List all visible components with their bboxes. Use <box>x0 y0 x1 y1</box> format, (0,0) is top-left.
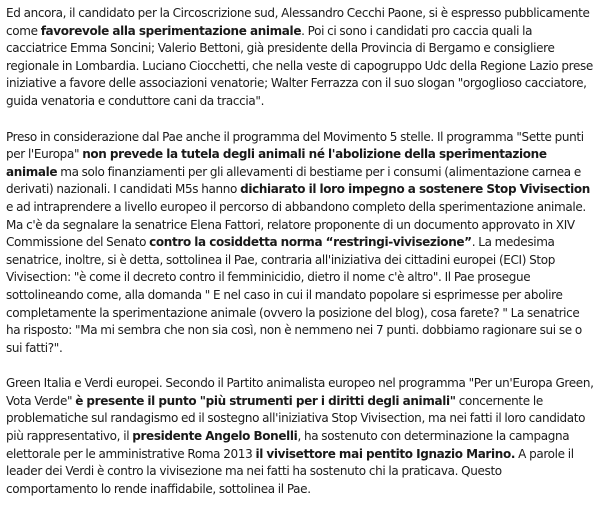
text-segment: Ed ancora, il candidato per la Circoscrizione sud, Alessandro Cecchi Paone, si è espresso pubblicamente come <box>6 6 590 38</box>
text-segment: ma solo finanziamenti per gli allevamenti di bestiame per i consumi (alimentazione carnea e derivati) nazionali. I candidati M5s hanno <box>6 164 581 197</box>
text-segment: concernente le problematiche sul randagismo ed il sostegno all'iniziativa Stop Vivisection, ma nei fatti il loro candidato più rappresentativo, il <box>6 393 586 444</box>
text-segment: . Poi ci sono i candidati pro caccia quali la cacciatrice Emma Soncini; Valerio Bettoni, già presidente della Provincia di Bergamo e consigliere regionale in Lombardia. Luciano Ciocchetti, che nella veste di capogruppo Udc della Regione Lazio prese iniziative a favore delle associazioni venatorie; Walter Ferrazza con il suo slogan "orgoglioso cacciatore, guida venatoria e conduttore cani da traccia". <box>6 23 593 108</box>
bold-text-segment: presidente Angelo Bonelli <box>132 429 298 444</box>
bold-text-segment: contro la cosiddetta norma “restringi-vivisezione” <box>149 235 472 250</box>
bold-text-segment: favorevole alla sperimentazione animale <box>40 23 302 38</box>
paragraph-green-italia <box>6 375 595 498</box>
text-segment: . La medesima senatrice, inoltre, si è detta, sottolinea il Pae, contraria all'iniziativa dei cittadini europei (ECI) Stop Vivisection: "è come il decreto contro il femminicidio, dietro il nome c'è altro". Il Pae prosegue sottolineando come, alla domanda " E nel caso in cui il mandato popolare si esprimesse per abolire completamente la sperimentazione animale (ovvero la posizione del blog), cosa farete? " La senatrice ha risposto: "Ma mi sembra che non sia così, non è nemmeno nei 7 punti. dobbiamo ragionare sui se o sui fatti?". <box>6 235 582 355</box>
text-segment: Preso in considerazione dal Pae anche il programma del Movimento 5 stelle. Il programma "Sette punti per l'Europa" <box>6 129 584 162</box>
text-segment: , ha sostenuto con determinazione la campagna elettorale per le amministrative Roma 2013 <box>6 429 570 461</box>
text-segment: A parole il leader dei Verdi è contro la vivisezione ma nei fatti ha sostenuto chi la praticava. Questo comportamento lo rende inaffidabile, sottolinea il Pae. <box>6 446 574 496</box>
paragraph-movimento-5-stelle <box>6 129 595 358</box>
bold-text-segment: il vivisettore mai pentito Ignazio Marino. <box>255 446 516 461</box>
text-segment: Green Italia e Verdi europei. Secondo il Partito animalista europeo nel programma "Per un'Europa Green, Vota Verde" <box>6 376 594 408</box>
bold-text-segment: è presente il punto "più strumenti per i diritti degli animali" <box>75 393 456 408</box>
bold-text-segment: dichiarato il loro impegno a sostenere Stop Vivisection <box>240 182 590 197</box>
text-segment: e ad intraprendere a livello europeo il percorso di abbandono completo della sperimentazione animale. Ma c'è da segnalare la senatrice Elena Fattori, relatore proponente di un documento approvato in XIV Commissione del Senato <box>6 199 586 250</box>
paragraph-cecchi-paone <box>6 5 595 111</box>
bold-text-segment: non prevede la tutela degli animali né l'abolizione della sperimentazione animale <box>6 147 547 179</box>
